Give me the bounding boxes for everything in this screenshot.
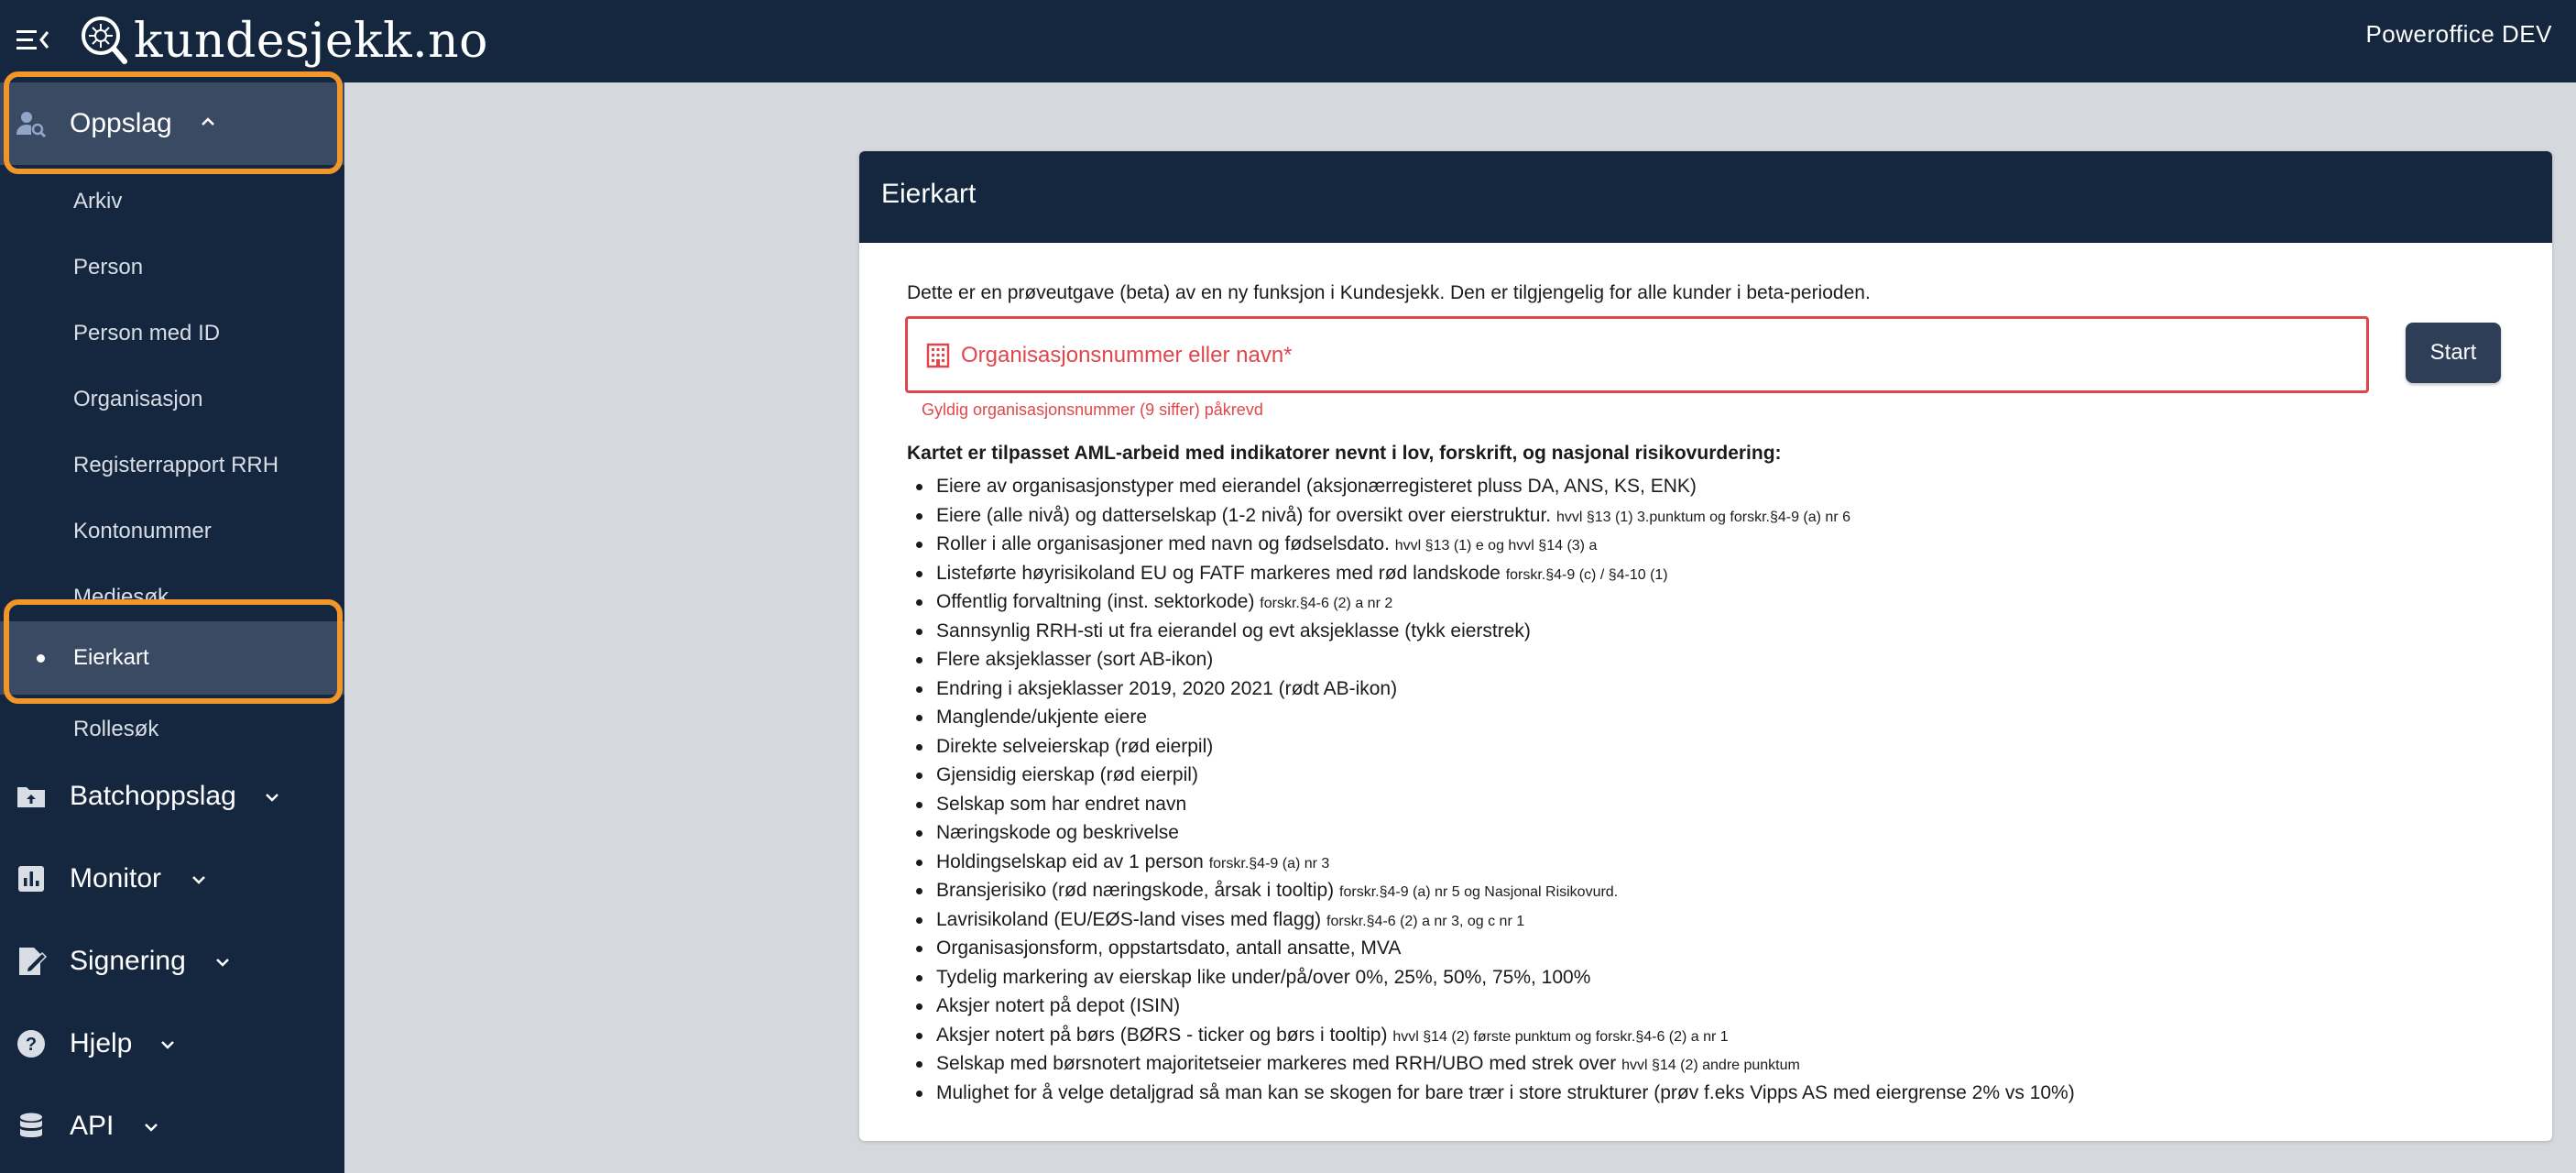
feature-list-item — [907, 587, 2519, 617]
feature-text: Aksjer notert på børs (BØRS - ticker og børs i tooltip) — [936, 1024, 1388, 1046]
feature-list-heading: Kartet er tilpasset AML-arbeid med indikatorer nevnt i lov, forskrift, og nasjonal risikovurdering: — [907, 443, 1782, 464]
chevron-down-icon — [141, 1117, 161, 1137]
nav-group-label: API — [70, 1111, 115, 1141]
sidebar-item-arkiv[interactable] — [0, 169, 344, 235]
sidebar-item-kontonummer[interactable] — [0, 499, 344, 565]
feature-text: Organisasjonsform, oppstartsdato, antall ansatte, MVA — [936, 937, 1402, 959]
feature-list-item — [907, 501, 2519, 531]
database-icon — [15, 1110, 48, 1143]
sidebar-item-label: Person med ID — [73, 321, 221, 345]
org-search-input[interactable] — [905, 316, 2369, 393]
feature-list-item — [907, 934, 2519, 963]
feature-list-item — [907, 992, 2519, 1021]
sidebar — [0, 82, 344, 1173]
legal-reference: forskr.§4-6 (2) a nr 2 — [1260, 596, 1393, 611]
nav-group-label: Batchoppslag — [70, 781, 236, 811]
sidebar-item-label: Organisasjon — [73, 387, 203, 411]
feature-list-item — [907, 1049, 2519, 1079]
sidebar-item-label: Mediesøk — [73, 585, 169, 609]
validation-error: Gyldig organisasjonsnummer (9 siffer) påkrevd — [922, 400, 1263, 419]
start-button[interactable]: Start — [2406, 323, 2501, 383]
feature-text: Holdingselskap eid av 1 person — [936, 850, 1204, 872]
nav-group-label: Oppslag — [70, 108, 172, 138]
feature-list-item — [907, 645, 2519, 674]
chart-icon — [15, 862, 48, 895]
feature-list-item — [907, 790, 2519, 819]
sidebar-item-label: Person — [73, 255, 144, 280]
chevron-down-icon — [158, 1035, 178, 1055]
nav-group-label: Signering — [70, 946, 186, 976]
feature-list-item — [907, 876, 2519, 905]
eierkart-card — [859, 151, 2552, 1141]
legal-reference: hvvl §13 (1) e og hvvl §14 (3) a — [1394, 538, 1598, 554]
menu-toggle-icon[interactable] — [13, 20, 51, 59]
nav-group-batchoppslag[interactable] — [0, 755, 344, 838]
feature-text: Listeførte høyrisikoland EU og FATF markeres med rød landskode — [936, 562, 1501, 584]
sidebar-item-label: Eierkart — [73, 645, 149, 670]
legal-reference: hvvl §14 (2) andre punktum — [1621, 1058, 1800, 1073]
feature-text: Gjensidig eierskap (rød eierpil) — [936, 764, 1198, 785]
nav-group-label: Hjelp — [70, 1028, 133, 1058]
feature-text: Sannsynlig RRH-sti ut fra eierandel og evt aksjeklasse (tykk eierstrek) — [936, 619, 1531, 641]
sidebar-item-label: Arkiv — [73, 189, 123, 214]
feature-text: Aksjer notert på depot (ISIN) — [936, 995, 1181, 1016]
eierkart-highlight-outline — [4, 599, 343, 704]
chevron-down-icon — [262, 787, 282, 807]
upload-folder-icon — [15, 780, 48, 813]
nav-group-monitor[interactable] — [0, 838, 344, 920]
magnifier-logo-icon — [79, 14, 130, 69]
nav-group-hjelp[interactable] — [0, 1003, 344, 1085]
sidebar-item-person[interactable] — [0, 235, 344, 301]
feature-list-item — [907, 559, 2519, 588]
feature-list-item — [907, 1021, 2519, 1050]
feature-text: Lavrisikoland (EU/EØS-land vises med flagg) — [936, 908, 1322, 930]
svg-text:?: ? — [25, 1035, 38, 1055]
building-icon — [926, 343, 950, 368]
chevron-down-icon — [213, 952, 233, 972]
feature-list-item — [907, 761, 2519, 790]
feature-text: Eiere (alle nivå) og datterselskap (1-2 nivå) for oversikt over eierstruktur. — [936, 504, 1552, 526]
legal-reference: forskr.§4-9 (c) / §4-10 (1) — [1505, 566, 1668, 583]
logo-text: kundesjekk.no — [134, 14, 488, 69]
nav-group-signering[interactable] — [0, 920, 344, 1003]
feature-text: Flere aksjeklasser (sort AB-ikon) — [936, 649, 1214, 670]
feature-text: Bransjerisiko (rød næringskode, årsak i tooltip) — [936, 880, 1335, 901]
sidebar-item-label: Kontonummer — [73, 519, 212, 543]
feature-text: Direkte selveierskap (rød eierpil) — [936, 735, 1214, 757]
feature-list — [907, 472, 2519, 1107]
feature-text: Næringskode og beskrivelse — [936, 822, 1179, 843]
legal-reference: forskr.§4-9 (a) nr 5 og Nasjonal Risikovurd. — [1339, 884, 1619, 900]
feature-text: Offentlig forvaltning (inst. sektorkode) — [936, 591, 1255, 612]
feature-text: Mulighet for å velge detaljgrad så man kan se skogen for bare trær i store strukturer (prøv f.eks Vipps AS med eiergrense 2% vs 10%) — [936, 1081, 2075, 1103]
legal-reference: forskr.§4-9 (a) nr 3 — [1208, 855, 1330, 872]
feature-text: Tydelig markering av eierskap like under/på/over 0%, 25%, 50%, 75%, 100% — [936, 966, 1591, 988]
feature-list-item — [907, 1079, 2519, 1108]
beta-intro-text: Dette er en prøveutgave (beta) av en ny funksjon i Kundesjekk. Den er tilgjengelig for alle kunder i beta-perioden. — [907, 282, 1871, 303]
feature-text: Selskap som har endret navn — [936, 793, 1187, 815]
nav-group-label: Monitor — [70, 863, 162, 893]
feature-list-item — [907, 703, 2519, 732]
feature-list-item — [907, 617, 2519, 646]
feature-text: Endring i aksjeklasser 2019, 2020 2021 (rødt AB-ikon) — [936, 677, 1398, 699]
feature-text: Manglende/ukjente eiere — [936, 707, 1147, 728]
sidebar-item-person-med-id[interactable] — [0, 301, 344, 367]
feature-list-item — [907, 472, 2519, 501]
sidebar-item-organisasjon[interactable] — [0, 367, 344, 433]
chevron-down-icon — [189, 870, 209, 890]
card-title: Eierkart — [881, 179, 977, 209]
sidebar-item-label: Registerrapport RRH — [73, 453, 279, 477]
feature-text: Roller i alle organisasjoner med navn og fødselsdato. — [936, 533, 1390, 554]
card-header — [859, 151, 2552, 243]
top-app-bar — [0, 0, 2576, 82]
feature-list-item — [907, 963, 2519, 992]
feature-list-item — [907, 674, 2519, 704]
feature-list-item — [907, 848, 2519, 877]
logo[interactable] — [79, 7, 488, 75]
oppslag-highlight-outline — [4, 71, 343, 174]
feature-list-item — [907, 530, 2519, 559]
feature-list-item — [907, 732, 2519, 762]
legal-reference: hvvl §14 (2) første punktum og forskr.§4-6 (2) a nr 1 — [1392, 1028, 1729, 1045]
feature-list-item — [907, 818, 2519, 848]
feature-text: Eiere av organisasjonstyper med eierandel (aksjonærregisteret pluss DA, ANS, KS, ENK) — [936, 476, 1697, 497]
sign-document-icon — [15, 945, 48, 978]
legal-reference: forskr.§4-6 (2) a nr 3, og c nr 1 — [1326, 913, 1525, 929]
org-search-placeholder: Organisasjonsnummer eller navn* — [961, 343, 1293, 367]
help-icon — [15, 1027, 48, 1060]
sidebar-item-rollesok[interactable] — [0, 696, 344, 762]
sidebar-item-label: Rollesøk — [73, 717, 159, 741]
feature-text: Selskap med børsnotert majoritetseier markeres med RRH/UBO med strek over — [936, 1053, 1617, 1074]
nav-group-api[interactable] — [0, 1085, 344, 1168]
sidebar-item-registerrapport-rrh[interactable] — [0, 433, 344, 499]
account-name[interactable]: Poweroffice DEV — [2365, 20, 2552, 48]
feature-list-item — [907, 905, 2519, 935]
legal-reference: hvvl §13 (1) 3.punktum og forskr.§4-9 (a) nr 6 — [1555, 509, 1850, 525]
